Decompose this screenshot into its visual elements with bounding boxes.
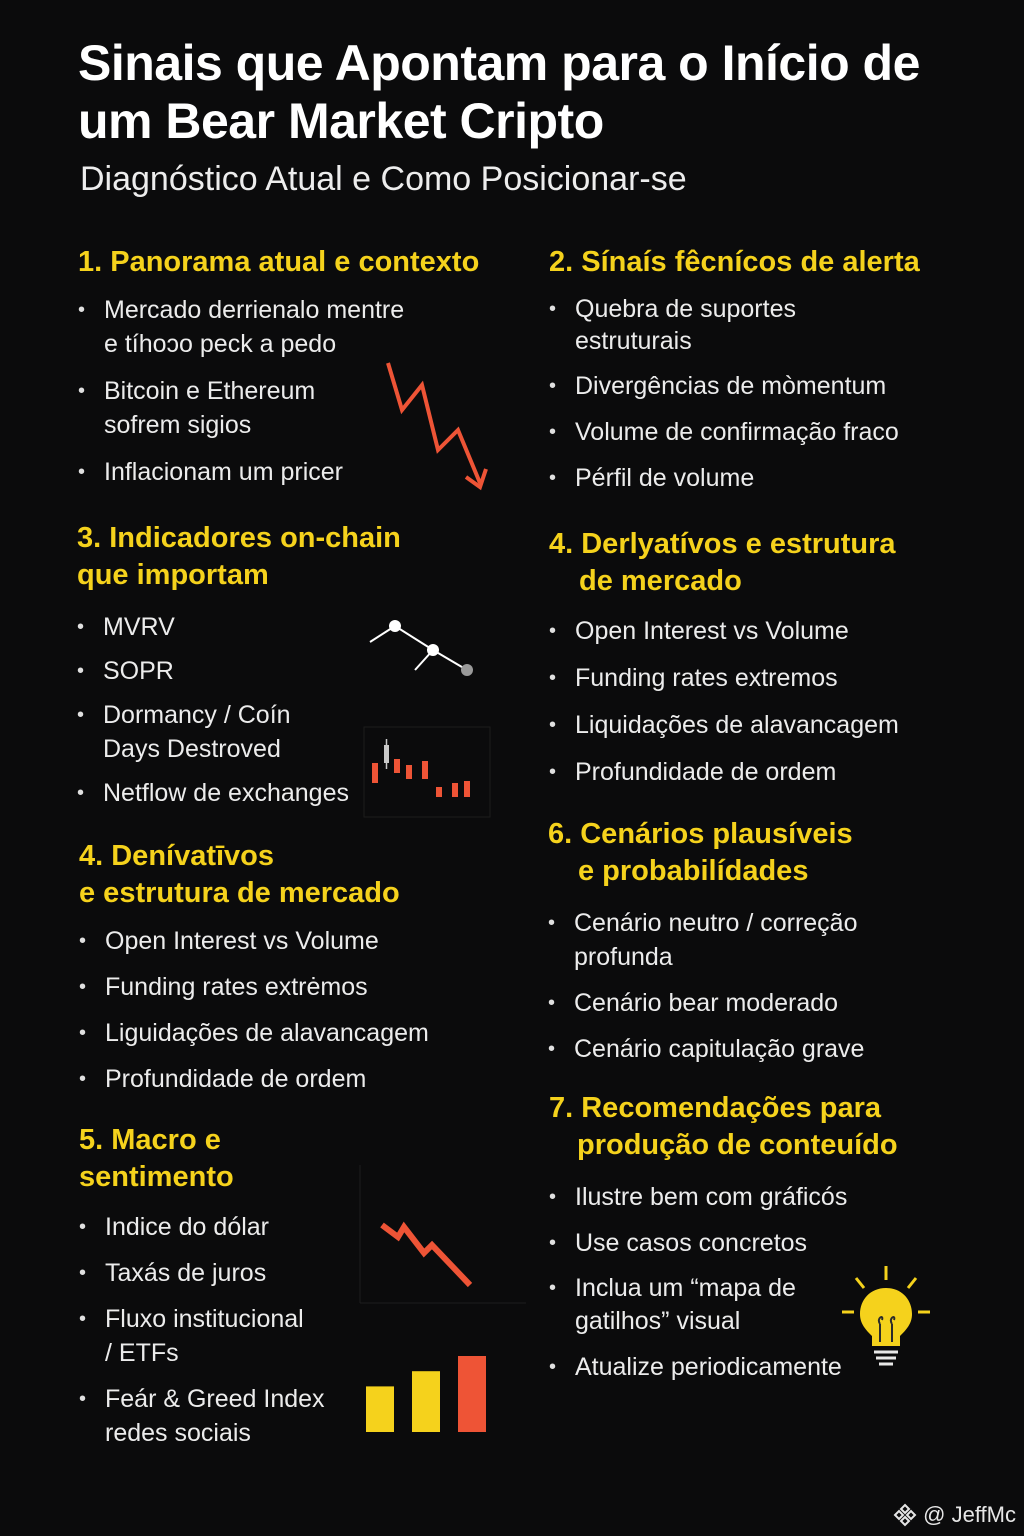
lightbulb-icon (836, 1262, 936, 1372)
list-item: • Quebra de suportes estruturais (549, 293, 989, 357)
list-item: • Liguidações de alavancagem (79, 1016, 509, 1050)
list-item: • Funding rates extremos (549, 661, 989, 695)
section-heading: 1. Panorama atual e contexto (78, 246, 480, 278)
list-item: • Volume de confirmação fraco (549, 415, 989, 449)
list-item: • Divergências de mòmentum (549, 369, 989, 403)
list-item: • Open Interest vs Volume (79, 924, 509, 958)
list-item: • Liquidações de alavancagem (549, 708, 989, 742)
list-item: • MVRV (77, 610, 507, 644)
section-heading: 3. Indicadores on-chain que importam (77, 522, 401, 591)
downtrend-arrow-icon (380, 355, 500, 495)
list-item: • Bitcoin e Ethereum sofrem sigios (78, 374, 508, 442)
bar (412, 1371, 440, 1432)
list-item: • Inclua um “mapa de gatilhos” visual (549, 1272, 989, 1338)
list-item: • Taxás de juros (79, 1256, 379, 1290)
list-item: • Atualize periodicamente (549, 1350, 989, 1384)
bar (366, 1386, 394, 1432)
mini-bar-chart (360, 1348, 500, 1438)
section-sinais-tecnicos (549, 244, 989, 495)
section-heading: 6. Cenários plausíveis e probabilídades (548, 818, 853, 887)
section-heading: 5. Macro e sentimento (79, 1124, 234, 1193)
list-item: • Feár & Greed Index redes sociais (79, 1382, 379, 1450)
list-item: • Dormancy / Coín Days Destroved (77, 698, 507, 766)
network-nodes-icon (355, 612, 505, 692)
list-item: • Profundidade de ordem (79, 1062, 509, 1096)
section-cenarios (548, 816, 988, 1066)
bar (458, 1356, 486, 1432)
list-item: • Profundidade de ordem (549, 755, 989, 789)
list-item: • Netflow de exchanges (77, 776, 507, 810)
list-item: • Pérfil de volume (549, 461, 989, 495)
list-item: • Funding rates extrėmos (79, 970, 509, 1004)
list-item: • Indice do dólar (79, 1210, 379, 1244)
list-item: • SOPR (77, 654, 507, 688)
page-title (78, 34, 978, 150)
watermark-text: @ JeffMc (923, 1502, 1016, 1527)
list-item: • Cenário bear moderado (548, 986, 988, 1020)
binance-diamond-icon (893, 1503, 917, 1527)
list-item: • Use casos concretos (549, 1226, 989, 1260)
page-subtitle: Diagnóstico Atual e Como Posicionar-se (80, 160, 687, 198)
candlestick-chart-icon (362, 725, 492, 820)
list-item: • Cenário capitulação grave (548, 1032, 988, 1066)
list-item: • Mercado derrienalo mentre e tíhoɔo peck a pedo (78, 293, 508, 361)
downtrend-arrow-icon (358, 1165, 528, 1305)
section-heading: 2. Sínaís fêcnícos de alerta (549, 246, 920, 278)
list-item: • Cenário neutro / correção profunda (548, 906, 988, 974)
list-item: • Fluxo institucional / ETFs (79, 1302, 379, 1370)
list-item: • Ilustre bem com gráficós (549, 1180, 989, 1214)
section-heading: 4. Derlyatívos e estrutura de mercado (549, 528, 896, 597)
list-item: • Open Interest vs Volume (549, 614, 989, 648)
title-line-1: Sinais que Apontam para o Início de (78, 35, 920, 91)
section-heading: 7. Recomendações para produção de conteuído (549, 1092, 898, 1161)
section-heading: 4. Denívatīvos e estrutura de mercado (79, 840, 400, 909)
section-derivativos-esquerda (79, 838, 509, 1096)
list-item: • Inflacionam um pricer (78, 455, 508, 489)
title-line-2: um Bear Market Cripto (78, 93, 604, 149)
section-derivativos-direita (549, 526, 989, 789)
watermark (893, 1502, 1016, 1528)
section-macro (79, 1122, 379, 1450)
